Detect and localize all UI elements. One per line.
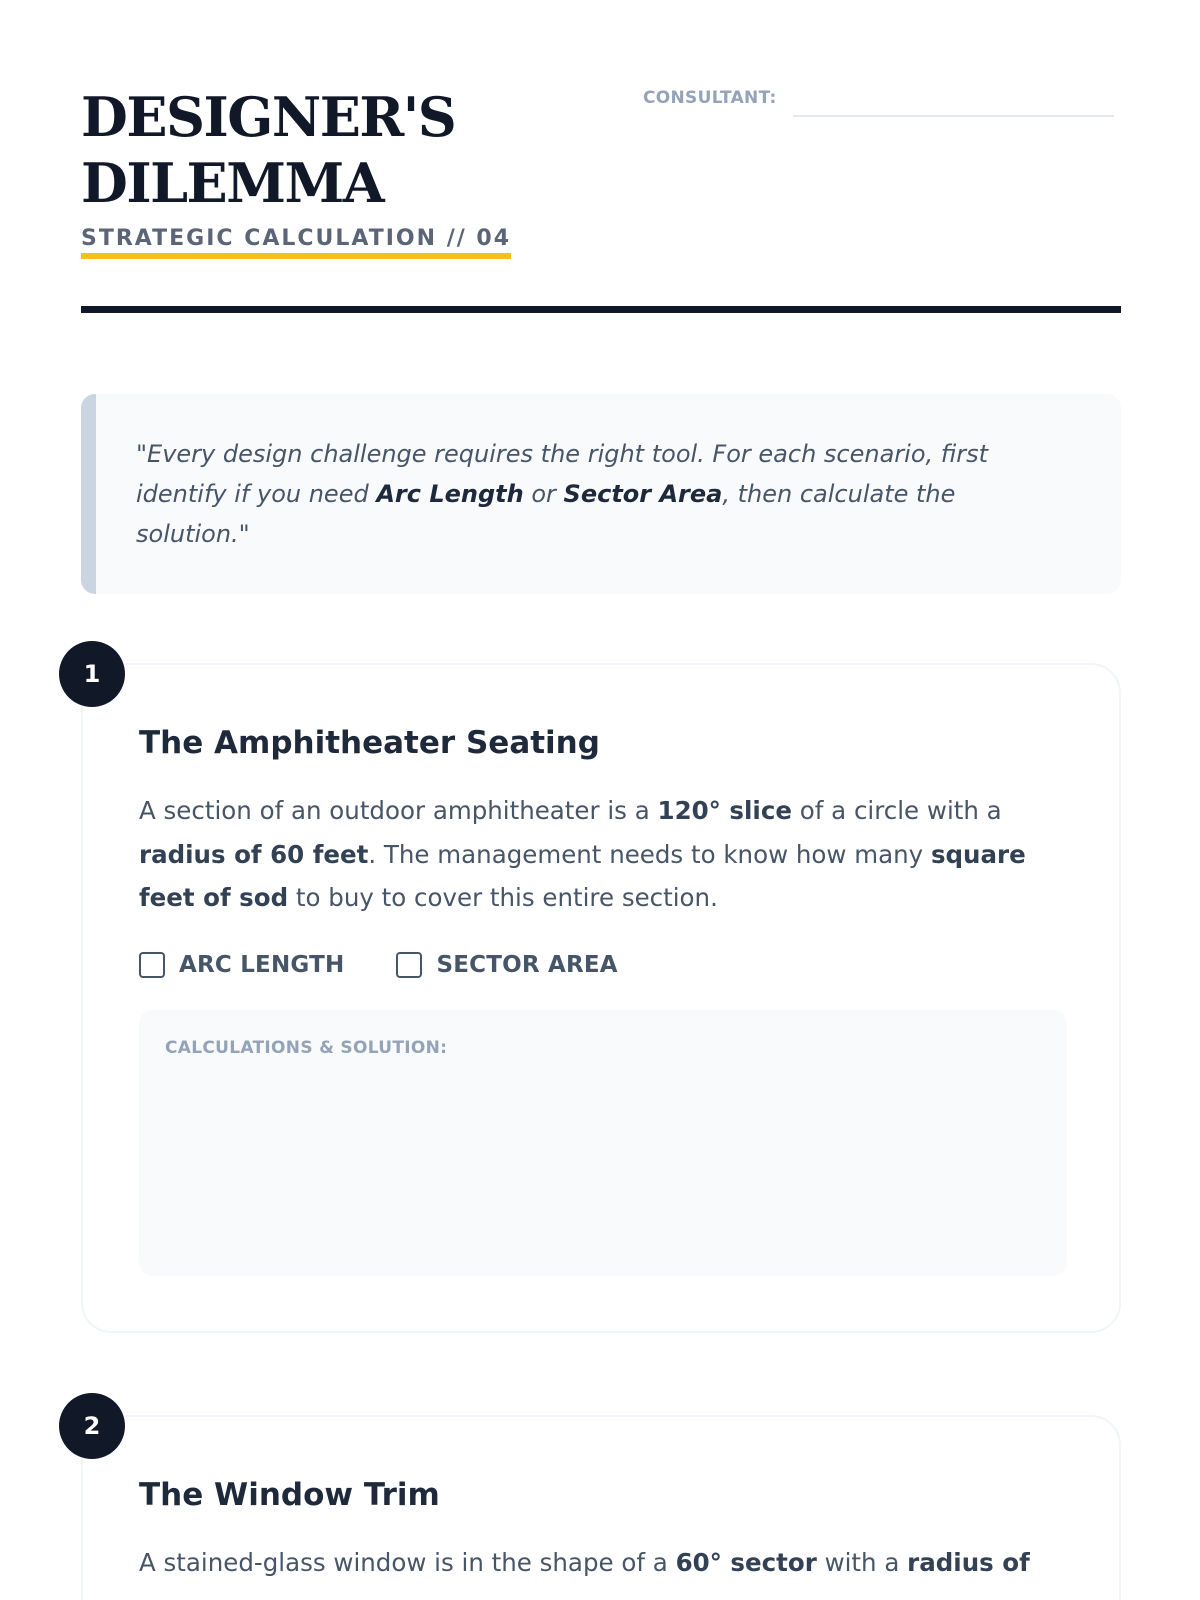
title-block <box>81 84 541 259</box>
arc-length-checkbox[interactable] <box>139 952 165 978</box>
problem-title: The Window Trim <box>139 1477 440 1513</box>
page-subtitle: STRATEGIC CALCULATION // 04 <box>81 226 511 259</box>
term-arc-length: Arc Length <box>376 480 524 508</box>
problem-description: A stained-glass window is in the shape of a 60° sector with a radius of <box>139 1548 1030 1577</box>
term-sector-area: Sector Area <box>563 480 723 508</box>
consultant-field[interactable] <box>643 88 1114 108</box>
option-arc-length[interactable] <box>139 952 344 978</box>
calculations-area[interactable] <box>139 1010 1067 1276</box>
option-label: SECTOR AREA <box>436 952 618 978</box>
worksheet-header <box>81 0 1121 316</box>
option-sector-area[interactable] <box>396 952 617 978</box>
page-title: DESIGNER'S DILEMMA <box>81 85 456 215</box>
problem-title: The Amphitheater Seating <box>139 725 600 761</box>
problem-number-badge: 2 <box>59 1393 125 1459</box>
problem-card-2 <box>81 1412 1121 1600</box>
header-divider <box>81 306 1121 313</box>
problem-card-1 <box>81 660 1121 1333</box>
option-label: ARC LENGTH <box>179 952 345 978</box>
calculations-label: CALCULATIONS & SOLUTION: <box>165 1038 448 1058</box>
consultant-label: CONSULTANT: <box>643 88 777 108</box>
sector-area-checkbox[interactable] <box>396 952 422 978</box>
consultant-input-line[interactable] <box>793 115 1114 117</box>
intro-quote <box>81 394 1121 594</box>
problem-number-badge: 1 <box>59 641 125 707</box>
problem-description: A section of an outdoor amphitheater is a 120° slice of a circle with a radius of 60 feet. The management needs to know how many square feet of sod to buy to cover this entire section. <box>139 796 1026 912</box>
intro-text: "Every design challenge requires the right tool. For each scenario, first identify if you need Arc Length or Sector Area, then calculate the solution." <box>136 440 989 548</box>
method-options <box>139 952 670 978</box>
